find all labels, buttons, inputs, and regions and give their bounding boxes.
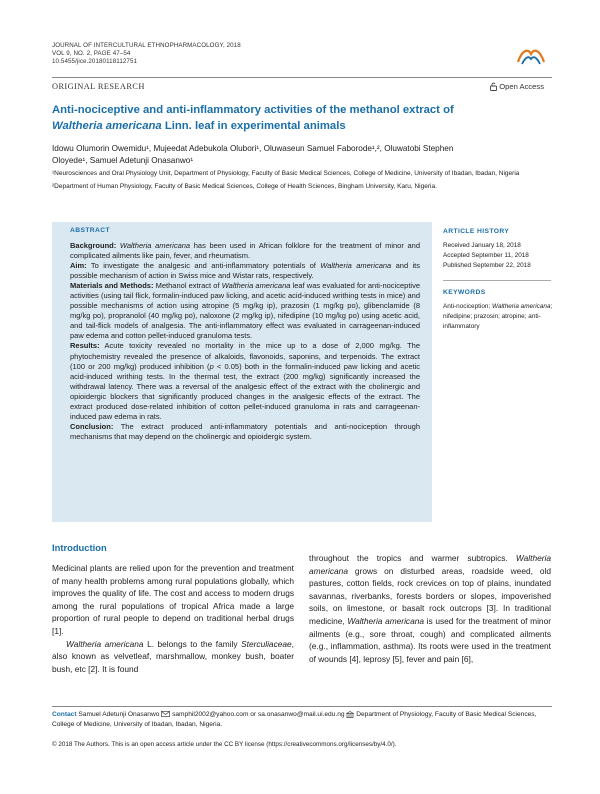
keyword-1: Anti-nociception;: [443, 303, 493, 311]
abstract-aim: [70, 261, 420, 281]
contact-name: Samuel Adetunji Onasanwo: [78, 711, 160, 718]
footer-divider: [52, 706, 552, 707]
results-label: Results:: [70, 341, 100, 351]
affiliation-2: ²Department of Human Physiology, Faculty of Basic Medical Sciences, College of Health Sciences, Bingham University, Karu, Nigeria.: [52, 183, 437, 191]
abstract-results: [70, 341, 420, 421]
email-icon: [161, 711, 170, 717]
keyword-species: Waltheria americana: [492, 303, 551, 311]
keyword-rest: ; nifedipine; prazosin; atropine; anti-inflammatory: [443, 303, 553, 330]
background-species: Waltheria americana: [119, 241, 191, 250]
contact-department: Department of Physiology, Faculty of Basic Medical Sciences, College of Medicine, University of Ibadan, Ibadan, Nigeria.: [52, 711, 537, 729]
section-label: ORIGINAL RESEARCH: [52, 82, 145, 91]
keywords-heading: KEYWORDS: [443, 289, 486, 297]
col2-paragraph: [309, 552, 551, 665]
journal-name: JOURNAL OF INTERCULTURAL ETHNOPHARMACOLOGY, 2018: [52, 42, 241, 49]
title-species: Waltheria americana: [52, 119, 162, 132]
methods-species: Waltheria americana: [221, 281, 291, 291]
p2-mid: L. belongs to the family: [143, 638, 242, 649]
title-rest: Linn. leaf in experimental animals: [161, 119, 346, 132]
sidebar-divider: [443, 280, 551, 281]
open-access-badge: [490, 82, 544, 91]
abstract-background: [70, 241, 420, 261]
col2-end: is used for the treatment of minor ailments (e.g., sore throat, cough) and complicated ailments (e.g., inflammation, asthma). Its roots were used in the treatment of wounds [4], leprosy [5], fever and pain [6],: [309, 615, 551, 664]
journal-logo-icon: [516, 44, 546, 68]
background-text: has been used in African folklore for the treatment of minor and complicated ailments like pain, fever, and rheumatism.: [70, 241, 420, 261]
p2-family: Sterculiaceae: [241, 638, 292, 649]
journal-doi[interactable]: 10.5455/jice.20180118112751: [52, 58, 138, 65]
institution-icon: [346, 711, 354, 718]
abstract-conclusion: [70, 422, 420, 442]
methods-label: Materials and Methods:: [70, 281, 154, 291]
results-pre: Acute toxicity revealed no mortality in the mice up to a dose of 2,000 mg/kg. The phytochemistry revealed the presence of alkaloids, flavonoids, saponins, and terpenoids. The extract (100 or 200 mg/kg) produced inhibition (: [70, 341, 420, 371]
affiliation-1: ¹Neurosciences and Oral Physiology Unit, Department of Physiology, Faculty of Basic Medical Sciences, College of Medicine, University of Ibadan, Ibadan, Nigeria: [52, 170, 520, 177]
aim-species: Waltheria americana: [320, 261, 392, 271]
methods-pre: Methanol extract of: [153, 281, 222, 291]
conclusion-label: Conclusion:: [70, 421, 114, 431]
author-list: [52, 143, 542, 167]
open-access-label: Open Access: [499, 82, 544, 91]
abstract-methods: [70, 281, 420, 341]
background-label: Background:: [70, 241, 117, 250]
body-column-2: [309, 552, 551, 665]
body-column-1: [52, 562, 294, 675]
results-text: < 0.05) both in the formalin-induced paw licking and acetic acid-induced writhing tests. In the thermal test, the extract (200 mg/kg) significantly increased the withdrawal latency. There was a reversal of the analgesic effect of the extract with the cholinergic and opioidergic blockers that significantly produced changes in the analgesic effects of the extract. The extract produced dose-related inhibition of cotton pellet-induced granuloma in rats and carrageenan-induced paw edema in rats.: [70, 361, 420, 421]
authors-line-2: Oloyede¹, Samuel Adetunji Onasanwo¹: [52, 156, 194, 166]
aim-label: Aim:: [70, 261, 87, 271]
article-sidebar: [443, 228, 553, 332]
intro-paragraph-2: [52, 638, 294, 676]
title-line-2: [52, 119, 552, 135]
p2-text: , also known as velvetleaf, marshmallow, monkey bush, boater bush, etc [2]. It is found: [52, 638, 294, 674]
abstract-box: [52, 222, 432, 522]
col2-pre: throughout the tropics and warmer subtropics.: [309, 553, 516, 563]
col2-mid: grows on disturbed areas, roadside weed, old pastures, cotton fields, rock crevices on top of plains, inundated savannas, riverbanks, forests borders or slopes, impoverished soils, on limestone, or basalt rock outcrops [3]. In traditional medicine,: [309, 565, 551, 626]
aim-text: and its possible mechanism of action in Swiss mice and Wistar rats, respectively.: [70, 261, 420, 281]
aim-pre: To investigate the analgesic and anti-inflammatory potentials of: [86, 261, 321, 271]
received-date: Received January 18, 2018: [443, 242, 521, 249]
contact-block: [52, 710, 552, 730]
published-date: Published September 22, 2018: [443, 261, 531, 269]
contact-emails[interactable]: samphil2002@yahoo.com or sa.onasanwo@mail.ui.edu.ng: [172, 711, 345, 718]
intro-paragraph-1: Medicinal plants are relied upon for the prevention and treatment of many health problems among rural populations globally, which improves the quality of life. The cost and access to modern drugs among the rural populations of tropical Africa made a large proportion of rural people to depend on traditional herbal drugs [1].: [52, 563, 294, 636]
affiliations: [52, 169, 552, 196]
abstract-heading: ABSTRACT: [70, 227, 110, 234]
article-history-heading: ARTICLE HISTORY: [443, 228, 510, 235]
col2-species-2: Waltheria americana: [347, 615, 425, 626]
open-lock-icon: [490, 82, 497, 91]
title-line-1: Anti-nociceptive and anti-inflammatory activities of the methanol extract of: [52, 104, 454, 116]
header-divider: [52, 77, 552, 78]
methods-text: leaf was evaluated for anti-nociceptive activities (using tail flick, formalin-induced paw licking, and acetic acid-induced writhing tests in mice) and possible mechanisms of action using atropine (5 mg/kg ip), prazosin (1 mg/kg po), glibenclamide (8 mg/kg po), propranolol (40 mg/kg po), naloxone (2 mg/kg ip), nifedipine (10 mg/kg po) using acetic acid, and tail-flick models of analgesia. The anti-inflammatory effect was evaluated in carrageenan-induced paw edema and cotton pellet-induced granuloma tests.: [70, 281, 420, 341]
journal-volume: VOL 9, NO. 2, PAGE 47–54: [52, 50, 131, 57]
introduction-heading: Introduction: [52, 542, 107, 553]
p2-species: Waltheria americana: [66, 638, 144, 649]
journal-citation: [52, 42, 241, 66]
contact-label: Contact: [52, 711, 77, 718]
article-title: [52, 103, 552, 134]
abstract-body: [70, 241, 420, 442]
col2-species-1: Waltheria americana: [309, 553, 551, 576]
keywords-list: [443, 302, 553, 331]
results-p: p: [209, 361, 214, 371]
copyright-line: © 2018 The Authors. This is an open access article under the CC BY license (https://creativecommons.org/licenses/by/4.0/).: [52, 741, 397, 748]
conclusion-text: The extract produced anti-inflammatory potentials and anti-nociception through mechanisms that may depend on the cholinergic and opioidergic system.: [70, 421, 420, 441]
authors-line-1: Idowu Olumorin Owemidu¹, Mujeedat Adebukola Olubori¹, Oluwaseun Samuel Faborode¹,², Oluwatobi Stephen: [52, 144, 454, 153]
accepted-date: Accepted September 11, 2018: [443, 251, 529, 259]
